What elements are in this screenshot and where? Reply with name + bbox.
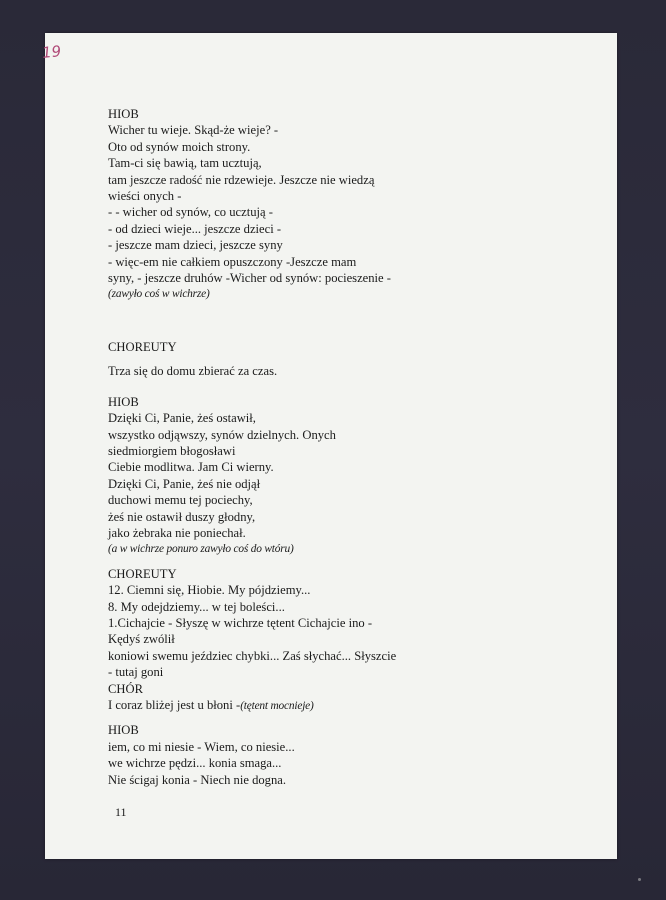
page-number: 11 [115,805,127,819]
dialogue-line: 8. My odejdziemy... w tej boleści... [108,599,285,614]
dialogue-line: tam jeszcze radość nie rdzewieje. Jeszcze nie wiedzą [108,172,375,187]
dialogue-line: Nie ścigaj konia - Niech nie dogna. [108,772,287,787]
stage-direction: (a w wichrze ponuro zawyło coś do wtóru) [108,543,294,556]
stage-direction: (zawyło coś w wichrze) [108,288,210,301]
speaker-name: HIOB [108,394,139,409]
dialogue-line: wieści onych - [108,189,182,204]
stage-direction: (tętent mocnieje) [240,700,314,712]
dialogue-line: Ciebie modlitwa. Jam Ci wierny. [108,460,274,475]
spacer [108,325,398,339]
dialogue-line: żeś nie ostawił duszy głodny, [108,509,256,524]
dialogue-line: Dzięki Ci, Panie, żeś ostawił, [108,411,256,426]
dialogue-line: syny, - jeszcze druhów -Wicher od synów: pocieszenie - [108,271,391,286]
spacer [108,558,398,566]
handwritten-page-mark: 19 [41,42,62,62]
dialogue-line [108,697,398,714]
speaker-name: HIOB [108,723,139,738]
spacer [108,714,398,722]
spacer [108,355,398,363]
speaker-name: CHOREUTY [108,339,177,354]
scan-speck [638,878,641,881]
dialogue-text: I coraz bliżej jest u błoni - [108,698,241,712]
dialogue-line: Dzięki Ci, Panie, żeś nie odjął [108,476,261,491]
dialogue-line: siedmiorgiem błogosławi [108,443,236,458]
dialogue-line: Wicher tu wieje. Skąd-że wieje? - [108,123,279,138]
speaker-name: CHÓR [108,681,143,696]
script-text-body [108,106,398,788]
spacer [108,380,398,394]
dialogue-line: Oto od synów moich strony. [108,139,251,154]
dialogue-line: Kędyś zwólił [108,632,175,647]
dialogue-line: 12. Ciemni się, Hiobie. My pójdziemy... [108,583,311,598]
dialogue-line: wszystko odjąwszy, synów dzielnych. Onych [108,427,336,442]
dialogue-line: Tam-ci się bawią, tam ucztują, [108,156,262,171]
speaker-name: CHOREUTY [108,566,177,581]
dialogue-line: jako żebraka nie poniechał. [108,525,246,540]
dialogue-line: koniowi swemu jeździec chybki... Zaś słychać... Słyszcie [108,648,397,663]
dialogue-line: we wichrze pędzi... konia smaga... [108,756,282,771]
dialogue-line: 1.Cichajcie - Słyszę w wichrze tętent Cichajcie ino - [108,615,373,630]
dialogue-line: - od dzieci wieje... jeszcze dzieci - [108,221,282,236]
dialogue-line: - więc-em nie całkiem opuszczony -Jeszcze mam [108,254,357,269]
dialogue-line: duchowi memu tej pociechy, [108,493,253,508]
dialogue-line: Trza się do domu zbierać za czas. [108,364,278,379]
dialogue-line: - jeszcze mam dzieci, jeszcze syny [108,238,283,253]
dialogue-line: - tutaj goni [108,665,164,680]
speaker-name: HIOB [108,107,139,121]
spacer [108,303,398,325]
dialogue-line: iem, co mi niesie - Wiem, co niesie... [108,739,295,754]
dialogue-line: - - wicher od synów, co ucztują - [108,205,273,220]
